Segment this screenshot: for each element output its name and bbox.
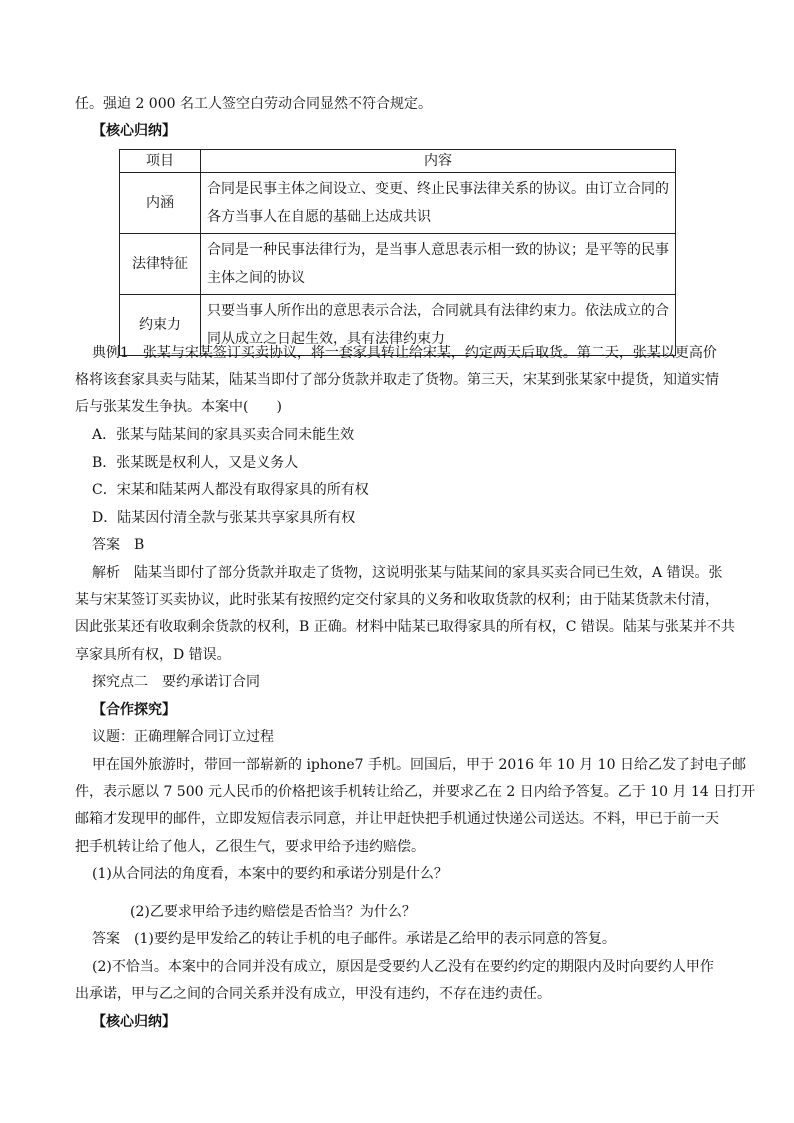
option-b: B．张某既是权利人，又是义务人 [92,455,299,471]
question-2: (2)乙要求甲给予违约赔偿是否恰当？为什么？ [130,904,416,920]
table-row [120,234,676,295]
analysis-line: 享家具所有权，D 错误。 [75,647,231,663]
core-summary-heading-2: 【核心归纳】 [92,1014,176,1030]
case-line: 甲在国外旅游时，带回一部崭新的 iphone7 手机。回国后，甲于 2016 年 10 月 10 日给乙发了封电子邮 [92,757,746,773]
answer-1: 答案 (1)要约是甲发给乙的转让手机的电子邮件。承诺是乙给甲的表示同意的答复。 [92,931,616,947]
option-d: D．陆某因付清全款与张某共享家具所有权 [92,510,356,526]
option-a: A．张某与陆某间的家具买卖合同未能生效 [92,427,355,443]
question-1: (1)从合同法的角度看，本案中的要约和承诺分别是什么？ [92,866,448,882]
table-row-key: 内涵 [120,173,201,234]
analysis-line: 因此张某还有收取剩余货款的权利，B 正确。材料中陆某已取得家具的所有权，C 错误。陆某与张某并不共 [75,619,735,635]
option-c: C．宋某和陆某两人都没有取得家具的所有权 [92,482,369,498]
answer-2-line: 出承诺，甲与乙之间的合同关系并没有成立，甲没有违约，不存在违约责任。 [75,986,551,1002]
example-question-line: 后与张某发生争执。本案中( ) [75,399,282,415]
example-question-line: 典例1 张某与宋某签订买卖协议，将一套家具转让给宋某，约定两天后取货。第二天，张某以更高价 [92,345,717,361]
analysis-line: 某与宋某签订买卖协议，此时张某有按照约定交付家具的义务和收取货款的权利；由于陆某货款未付清， [75,592,719,608]
example-answer: 答案 B [92,537,145,553]
table-row-content [201,173,676,234]
core-summary-table [119,149,676,356]
answer-2-line: (2)不恰当。本案中的合同并没有成立，原因是受要约人乙没有在要约约定的期限内及时向要约人甲作 [92,959,714,975]
analysis-line: 解析 陆某当即付了部分货款并取走了货物，这说明张某与陆某间的家具买卖合同已生效，A 错误。张 [92,565,723,581]
table-row-content [201,234,676,295]
table-row [120,173,676,234]
table-row-line: 主体之间的协议 [207,270,305,286]
table-header-content: 内容 [201,150,676,173]
table-row-line: 合同是民事主体之间设立、变更、终止民事法律关系的协议。由订立合同的 [207,181,669,197]
topic-line: 议题：正确理解合同订立过程 [92,729,274,745]
table-row-line: 合同是一种民事法律行为，是当事人意思表示相一致的协议；是平等的民事 [207,242,669,258]
core-summary-heading: 【核心归纳】 [92,123,176,139]
case-line: 邮箱才发现甲的邮件，立即发短信表示同意，并让甲赶快把手机通过快递公司送达。不料，甲已于前一天 [75,811,719,827]
table-row-key: 约束力 [120,295,201,356]
cooperative-inquiry-heading: 【合作探究】 [92,702,176,718]
section-title: 探究点二 要约承诺订合同 [92,674,260,690]
table-header-item: 项目 [120,150,201,173]
table-row-line: 各方当事人在自愿的基础上达成共识 [207,209,431,225]
table-row-key: 法律特征 [120,234,201,295]
case-line: 件，表示愿以 7 500 元人民币的价格把该手机转让给乙，并要求乙在 2 日内给予答复。乙于 10 月 14 日打开 [75,784,756,800]
table-header-row [120,150,676,173]
table-row-line: 只要当事人所作出的意思表示合法，合同就具有法律约束力。依法成立的合 [207,303,669,319]
case-line: 把手机转让给了他人，乙很生气，要求甲给予违约赔偿。 [75,839,425,855]
table-row-line: 同从成立之日起生效，具有法律约束力 [207,331,445,347]
example-question-line: 格将该套家具卖与陆某，陆某当即付了部分货款并取走了货物。第三天，宋某到张某家中提货，知道实情 [75,372,719,388]
intro-tail-text: 任。强迫 2 000 名工人签空白劳动合同显然不符合规定。 [75,96,432,112]
